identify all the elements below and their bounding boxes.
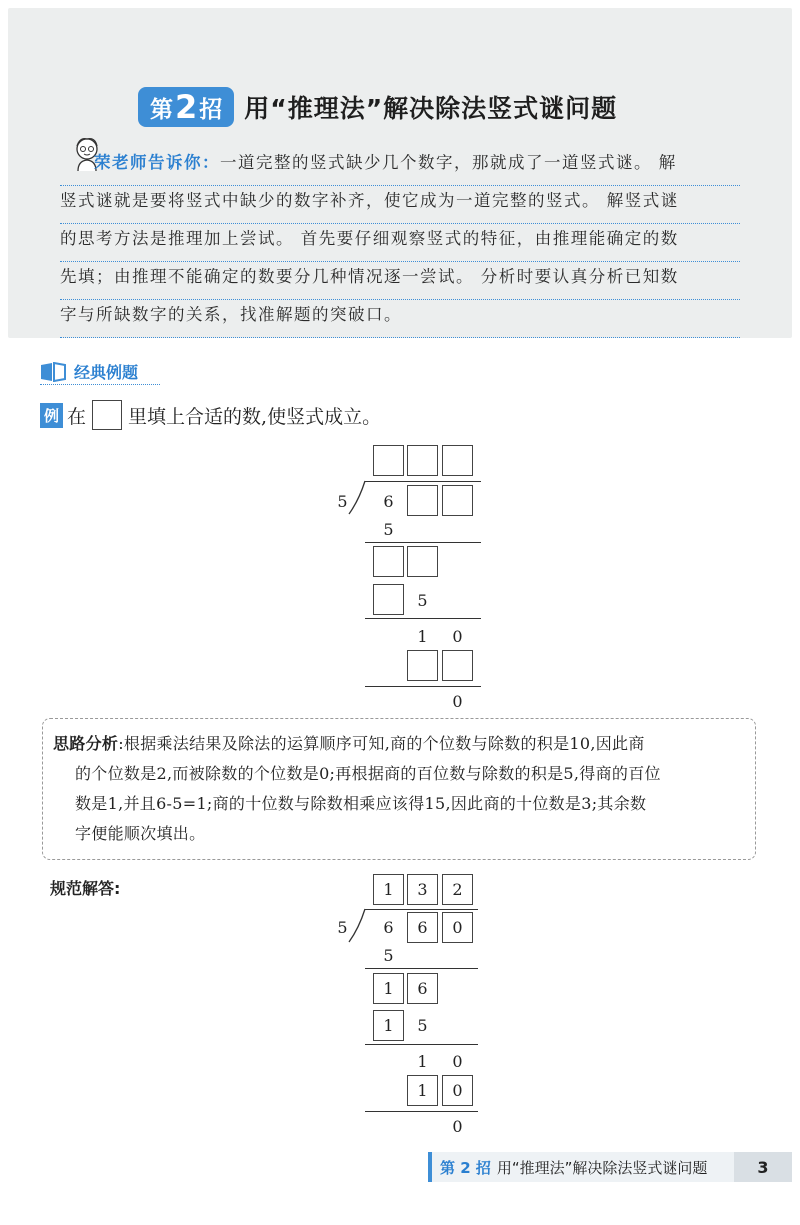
analysis-line-2: 的个位数是2,而被除数的个位数是0;再根据商的百位数与除数的积是5,得商的百位 <box>75 764 661 783</box>
answer-row3-left: 1 <box>373 973 404 1004</box>
dividend-tens-blank[interactable] <box>407 485 438 516</box>
tip-line-3: 的思考方法是推理加上尝试。 首先要仔细观察竖式的特征，由推理能确定的数 <box>60 224 740 262</box>
row4-left-blank[interactable] <box>373 584 404 615</box>
page-number: 3 <box>734 1152 792 1182</box>
example-badge: 例 <box>40 403 63 428</box>
answer-rule-1 <box>365 968 478 969</box>
quotient-line <box>365 481 481 482</box>
answer-quotient-tens: 3 <box>407 874 438 905</box>
dividend-ones-blank[interactable] <box>442 485 473 516</box>
answer-row6-right: 0 <box>442 1075 473 1106</box>
book-icon <box>40 362 66 382</box>
badge-post: 招 <box>199 96 223 123</box>
puzzle-sub1: 5 <box>383 520 394 539</box>
chapter-title-row <box>138 85 617 129</box>
answer-dividend-ones: 0 <box>442 912 473 943</box>
tip-label: 荣老师告诉你： <box>94 153 220 172</box>
footer-title: 用“推理法”解决除法竖式谜问题 <box>496 1158 708 1177</box>
answer-rule-2 <box>365 1044 478 1045</box>
answer-row4-left: 1 <box>373 1010 404 1041</box>
section-heading <box>40 360 138 383</box>
footer-tag: 第 2 招 <box>440 1158 491 1177</box>
tip-text <box>60 148 740 338</box>
section-title: 经典例题 <box>74 363 139 382</box>
quotient-tens-blank[interactable] <box>407 445 438 476</box>
tip-line-5: 字与所缺数字的关系，找准解题的突破口。 <box>60 300 740 338</box>
analysis-line-3: 数是1,并且6-5=1;商的十位数与除数相乘应该得15,因此商的十位数是3;其余数 <box>75 794 647 813</box>
puzzle-dividend-digit: 6 <box>383 492 394 511</box>
page-footer <box>428 1152 792 1182</box>
answer-row5-ones: 0 <box>452 1052 463 1071</box>
analysis-label: 思路分析 <box>53 734 119 753</box>
answer-divisor: 5 <box>337 918 348 937</box>
quotient-hundreds-blank[interactable] <box>373 445 404 476</box>
answer-row6-left: 1 <box>407 1075 438 1106</box>
answer-row3-right: 6 <box>407 973 438 1004</box>
answer-rule-3 <box>365 1111 478 1112</box>
chapter-badge <box>138 87 234 127</box>
puzzle-remainder: 0 <box>452 692 463 711</box>
answer-dividend-hundreds: 6 <box>383 918 394 937</box>
puzzle-divisor: 5 <box>337 492 348 511</box>
puzzle-row5-tens: 1 <box>417 627 428 646</box>
answer-dividend-tens: 6 <box>407 912 438 943</box>
example-statement <box>40 400 381 430</box>
answer-label: 规范解答: <box>50 879 121 898</box>
answer-quotient-line <box>365 909 478 910</box>
row3-right-blank[interactable] <box>407 546 438 577</box>
quotient-ones-blank[interactable] <box>442 445 473 476</box>
example-pre: 在 <box>67 405 87 428</box>
badge-pre: 第 <box>150 96 173 123</box>
answer-sub1: 5 <box>383 946 394 965</box>
rule-2 <box>365 618 481 619</box>
answer-quotient-hundreds: 1 <box>373 874 404 905</box>
tip-line-2: 竖式谜就是要将竖式中缺少的数字补齐，使它成为一道完整的竖式。 解竖式谜 <box>60 186 740 224</box>
row3-left-blank[interactable] <box>373 546 404 577</box>
footer-accent-bar <box>428 1152 432 1182</box>
analysis-line-4: 字便能顺次填出。 <box>75 824 206 843</box>
tip-line-1 <box>60 148 740 186</box>
answer-row4-right: 5 <box>417 1016 428 1035</box>
answer-remainder: 0 <box>452 1117 463 1136</box>
tip-line-4: 先填；由推理不能确定的数要分几种情况逐一尝试。 分析时要认真分析已知数 <box>60 262 740 300</box>
example-post: 里填上合适的数,使竖式成立。 <box>128 405 382 428</box>
blank-box-sample <box>92 400 122 430</box>
analysis-line-1: :根据乘法结果及除法的运算顺序可知,商的个位数与除数的积是10,因此商 <box>118 734 645 753</box>
analysis-box <box>42 718 756 860</box>
section-divider <box>40 384 160 385</box>
badge-number: 2 <box>175 88 198 126</box>
rule-3 <box>365 686 481 687</box>
puzzle-row5-ones: 0 <box>452 627 463 646</box>
rule-1 <box>365 542 481 543</box>
chapter-title: 用“推理法”解决除法竖式谜问题 <box>244 94 618 123</box>
answer-row5-tens: 1 <box>417 1052 428 1071</box>
row6-left-blank[interactable] <box>407 650 438 681</box>
puzzle-row4-digit: 5 <box>417 591 428 610</box>
answer-quotient-ones: 2 <box>442 874 473 905</box>
row6-right-blank[interactable] <box>442 650 473 681</box>
tip-line-1-text: 一道完整的竖式缺少几个数字，那就成了一道竖式谜。 解 <box>220 153 677 172</box>
